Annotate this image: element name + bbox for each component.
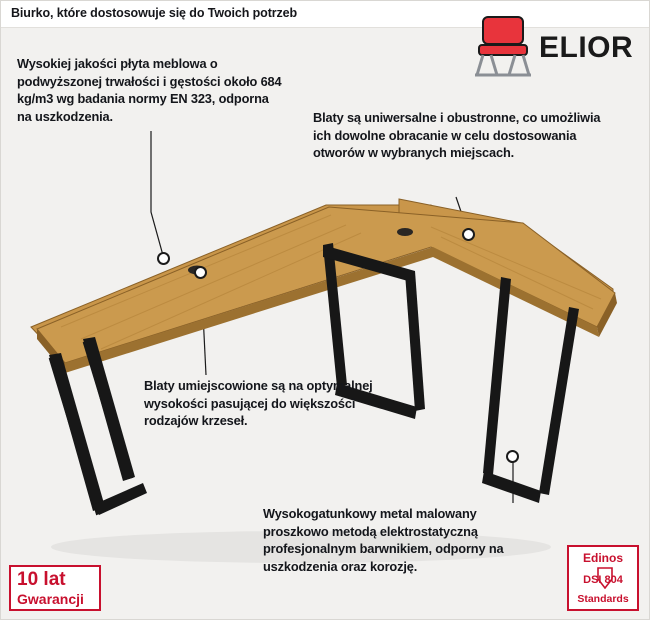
edinos-code: DSI 804 — [583, 574, 623, 586]
callout-height: Blaty umiejscowione są na optymalnej wysokości pasującej do większości rodzajów krzeseł. — [144, 378, 373, 429]
callout-dot-height — [194, 266, 207, 279]
edinos-name: Edinos — [582, 551, 623, 565]
brand-name: ELIOR — [539, 31, 634, 64]
callout-dot-metal — [506, 450, 519, 463]
product-image-stage — [1, 27, 650, 620]
warranty-badge — [9, 565, 101, 611]
page-title: Biurko, które dostosowuje się do Twoich potrzeb — [11, 6, 298, 20]
callout-dot-material — [157, 252, 170, 265]
callout-dot-reversible — [462, 228, 475, 241]
callout-reversible: Blaty są uniwersalne i obustronne, co umożliwia ich dowolne obracanie w celu dostosowania otworów w wybranych miejscach. — [313, 110, 601, 161]
edinos-standards: Standards — [577, 593, 629, 605]
edinos-badge — [567, 545, 639, 611]
warranty-label: Gwarancji — [17, 591, 84, 607]
cable-grommet-right — [397, 228, 413, 236]
callout-metal: Wysokogatunkowy metal malowany proszkowo metodą elektrostatyczną profesjonalnym barwnikiem, odporny na uszkodzenia oraz korozję. — [263, 506, 504, 574]
warranty-years: 10 lat — [17, 569, 66, 590]
callout-material: Wysokiej jakości płyta meblowa o podwyższonej trwałości i gęstości około 684 kg/m3 wg badania normy EN 323, odporna na uszkodzenia. — [17, 56, 282, 124]
